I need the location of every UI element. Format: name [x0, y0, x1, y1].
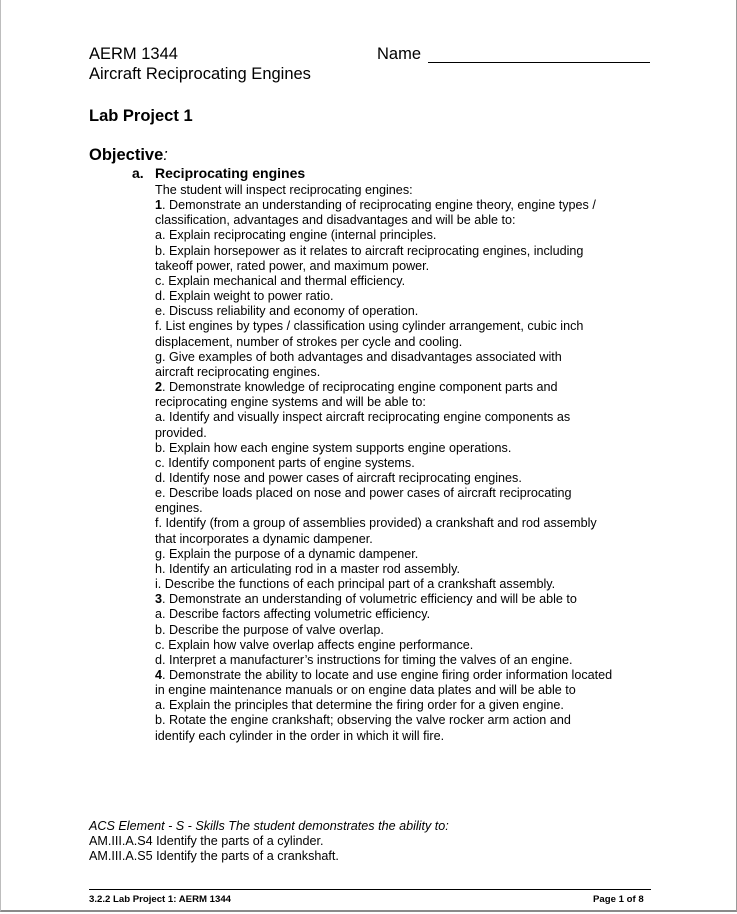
objective-line-text: reciprocating engine systems and will be able to: [155, 395, 426, 410]
objective-heading-colon: : [163, 146, 168, 164]
objective-line-text: The student will inspect reciprocating engines: [155, 183, 413, 197]
objective-line [155, 577, 612, 592]
course-code: AERM 1344 [89, 45, 178, 63]
objective-line-text: identify each cylinder in the order in which it will fire. [155, 728, 445, 743]
objective-line-text: c. Explain how valve overlap affects engine performance. [155, 637, 474, 652]
objective-line-text: e. Describe loads placed on nose and power cases of aircraft reciprocating [155, 486, 572, 501]
objective-line [155, 532, 612, 547]
objective-line [155, 562, 612, 577]
objective-line-text: displacement, number of strokes per cycle and cooling. [155, 334, 463, 349]
objective-line [155, 683, 612, 698]
objective-line [155, 259, 612, 274]
objective-line-text: a. Explain reciprocating engine (internal principles. [155, 228, 437, 243]
objective-line-text: engines. [155, 501, 203, 516]
objective-line-text: d. Identify nose and power cases of aircraft reciprocating engines. [155, 470, 522, 485]
footer-document-title: 3.2.2 Lab Project 1: AERM 1344 [89, 894, 232, 905]
objective-line [155, 623, 612, 638]
footer-page-number: Page 1 of 8 [593, 894, 644, 905]
objective-line-text: b. Describe the purpose of valve overlap. [155, 622, 384, 637]
objective-line [155, 668, 612, 683]
objective-line-text: f. Identify (from a group of assemblies provided) a crankshaft and rod assembly [155, 516, 597, 531]
objective-line [155, 319, 612, 334]
objective-line-text: . Demonstrate knowledge of reciprocating engine component parts and [162, 380, 558, 395]
objective-line [155, 501, 612, 516]
objective-line [155, 456, 612, 471]
objective-line-text: classification, advantages and disadvantages and will be able to: [155, 213, 516, 228]
objective-line [155, 244, 612, 259]
objective-line-text: g. Give examples of both advantages and disadvantages associated with [155, 349, 562, 364]
objective-line [155, 607, 612, 622]
objective-line [155, 395, 612, 410]
objective-line [155, 365, 612, 380]
objective-line-number: 2 [155, 380, 163, 395]
objective-line [155, 289, 612, 304]
objective-line [155, 335, 612, 350]
objective-line [155, 410, 612, 425]
name-label: Name [377, 45, 422, 63]
objective-line-text: d. Explain weight to power ratio. [155, 289, 334, 304]
objective-line-text: g. Explain the purpose of a dynamic dampener. [155, 546, 419, 561]
objective-item-marker: a. [132, 165, 144, 181]
course-name: Aircraft Reciprocating Engines [89, 65, 311, 83]
objective-line-text: provided. [155, 425, 207, 440]
name-blank-line [428, 62, 650, 63]
objective-line [155, 698, 612, 713]
objective-line [155, 304, 612, 319]
objective-line-text: b. Explain how each engine system supports engine operations. [155, 440, 512, 455]
objective-body [155, 183, 612, 744]
objective-line-text: a. Identify and visually inspect aircraft reciprocating engine components as [155, 410, 571, 425]
objective-line [155, 486, 612, 501]
objective-line [155, 653, 612, 668]
objective-line-text: . Demonstrate an understanding of volumetric efficiency and will be able to [162, 592, 577, 607]
objective-line-text: b. Explain horsepower as it relates to aircraft reciprocating engines, including [155, 243, 584, 258]
objective-line [155, 713, 612, 728]
footer-divider [89, 889, 651, 890]
objective-line-number: 3 [155, 592, 163, 607]
objective-line [155, 441, 612, 456]
objective-line [155, 547, 612, 562]
objective-heading-text: Objective [89, 146, 164, 164]
objective-line [155, 228, 612, 243]
objective-line-text: that incorporates a dynamic dampener. [155, 531, 373, 546]
acs-heading: ACS Element - S - Skills The student demonstrates the ability to: [89, 819, 449, 833]
objective-line-number: 1 [155, 198, 163, 213]
objective-line-text: c. Identify component parts of engine systems. [155, 455, 415, 470]
objective-line [155, 213, 612, 228]
objective-line-text: c. Explain mechanical and thermal efficiency. [155, 273, 406, 288]
objective-line [155, 274, 612, 289]
objective-line-text: . Demonstrate the ability to locate and use engine firing order information located [162, 668, 613, 682]
objective-line-text: i. Describe the functions of each principal part of a crankshaft assembly. [155, 577, 556, 592]
objective-line-text: a. Explain the principles that determine the firing order for a given engine. [155, 698, 564, 713]
lab-title: Lab Project 1 [89, 107, 193, 125]
objective-line-text: b. Rotate the engine crankshaft; observing the valve rocker arm action and [155, 713, 571, 728]
objective-line-text: h. Identify an articulating rod in a master rod assembly. [155, 561, 460, 576]
objective-line [155, 638, 612, 653]
objective-line [155, 380, 612, 395]
objective-line [155, 471, 612, 486]
objective-line [155, 592, 612, 607]
objective-line [155, 426, 612, 441]
acs-skill-cylinder: AM.III.A.S4 Identify the parts of a cylinder. [89, 834, 324, 848]
objective-line [155, 350, 612, 365]
acs-skill-crankshaft: AM.III.A.S5 Identify the parts of a crankshaft. [89, 849, 339, 863]
objective-line-text: aircraft reciprocating engines. [155, 364, 321, 379]
objective-line-text: . Demonstrate an understanding of reciprocating engine theory, engine types / [162, 198, 596, 213]
objective-line [155, 516, 612, 531]
objective-line-number: 4 [155, 668, 163, 682]
objective-heading [89, 146, 168, 165]
objective-line-text: takeoff power, rated power, and maximum power. [155, 258, 430, 273]
objective-line [155, 198, 612, 213]
objective-line [155, 183, 612, 198]
objective-line [155, 729, 612, 744]
objective-line-text: f. List engines by types / classification using cylinder arrangement, cubic inch [155, 319, 584, 334]
objective-line-text: d. Interpret a manufacturer’s instructions for timing the valves of an engine. [155, 652, 573, 667]
objective-line-text: a. Describe factors affecting volumetric efficiency. [155, 607, 431, 622]
objective-item-title: Reciprocating engines [155, 165, 306, 181]
objective-line-text: e. Discuss reliability and economy of operation. [155, 304, 419, 319]
objective-line-text: in engine maintenance manuals or on engine data plates and will be able to [155, 683, 576, 698]
